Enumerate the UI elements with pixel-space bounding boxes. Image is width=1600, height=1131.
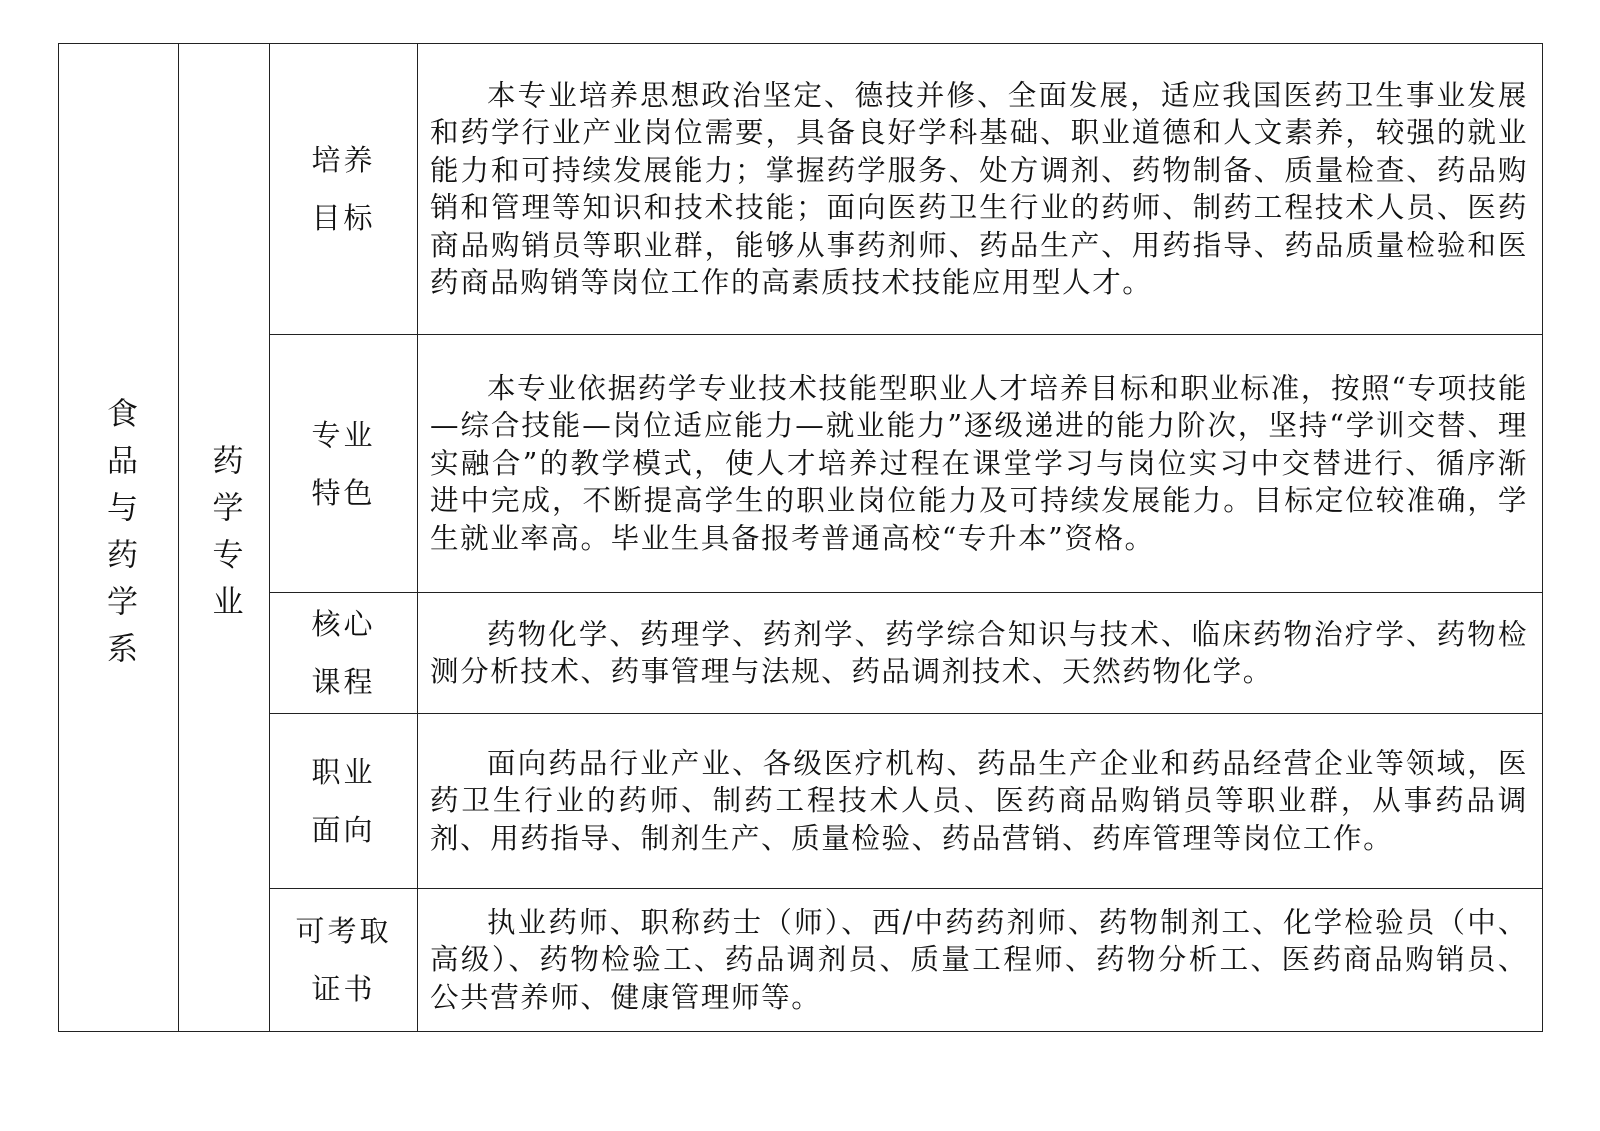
row-label-line: 培养	[311, 143, 376, 177]
row-label-line: 证书	[311, 972, 376, 1006]
row-content-career: 面向药品行业产业、各级医疗机构、药品生产企业和药品经营企业等领域，医药卫生行业的药师、制药工程技术人员、医药商品购销员等职业群，从事药品调剂、用药指导、制剂生产、质量检验、药品营销、药库管理等岗位工作。	[418, 714, 1543, 889]
department-cell	[59, 44, 179, 1032]
department-name: 食品与药学系	[101, 396, 137, 679]
table-row	[59, 889, 1543, 1032]
row-label-line: 面向	[311, 813, 376, 847]
row-content-training-goal: 本专业培养思想政治坚定、德技并修、全面发展，适应我国医药卫生事业发展和药学行业产业岗位需要，具备良好学科基础、职业道德和人文素养，较强的就业能力和可持续发展能力；掌握药学服务、处方调剂、药物制备、质量检查、药品购销和管理等知识和技术技能；面向医药卫生行业的药师、制药工程技术人员、医药商品购销员等职业群，能够从事药剂师、药品生产、用药指导、药品质量检验和医药商品购销等岗位工作的高素质技术技能应用型人才。	[418, 44, 1543, 335]
row-label-line: 可考取	[295, 914, 392, 948]
row-label-certificates	[270, 889, 418, 1032]
table-row	[59, 335, 1543, 593]
row-content-core-courses: 药物化学、药理学、药剂学、药学综合知识与技术、临床药物治疗学、药物检测分析技术、药事管理与法规、药品调剂技术、天然药物化学。	[418, 593, 1543, 714]
row-label-core-courses	[270, 593, 418, 714]
row-label-line: 专业	[311, 417, 376, 452]
row-label-line: 特色	[311, 475, 376, 510]
row-label-features	[270, 335, 418, 593]
row-label-career	[270, 714, 418, 889]
row-label-line: 课程	[311, 665, 376, 699]
row-content-certificates: 执业药师、职称药士（师）、西/中药药剂师、药物制剂工、化学检验员（中、高级）、药物检验工、药品调剂员、质量工程师、药物分析工、医药商品购销员、公共营养师、健康管理师等。	[418, 889, 1543, 1032]
row-label-line: 核心	[311, 607, 376, 641]
row-label-line: 职业	[311, 755, 376, 789]
major-cell	[179, 44, 270, 1032]
program-info-table	[58, 43, 1543, 1032]
table-row	[59, 44, 1543, 335]
row-content-features: 本专业依据药学专业技术技能型职业人才培养目标和职业标准，按照“专项技能—综合技能—岗位适应能力—就业能力”逐级递进的能力阶次，坚持“学训交替、理实融合”的教学模式，使人才培养过程在课堂学习与岗位实习中交替进行、循序渐进中完成，不断提高学生的职业岗位能力及可持续发展能力。目标定位较准确，学生就业率高。毕业生具备报考普通高校“专升本”资格。	[418, 335, 1543, 593]
table-row	[59, 714, 1543, 889]
row-label-line: 目标	[311, 201, 376, 235]
row-label-training-goal	[270, 44, 418, 335]
table-row	[59, 593, 1543, 714]
major-name: 药学专业	[206, 443, 243, 632]
